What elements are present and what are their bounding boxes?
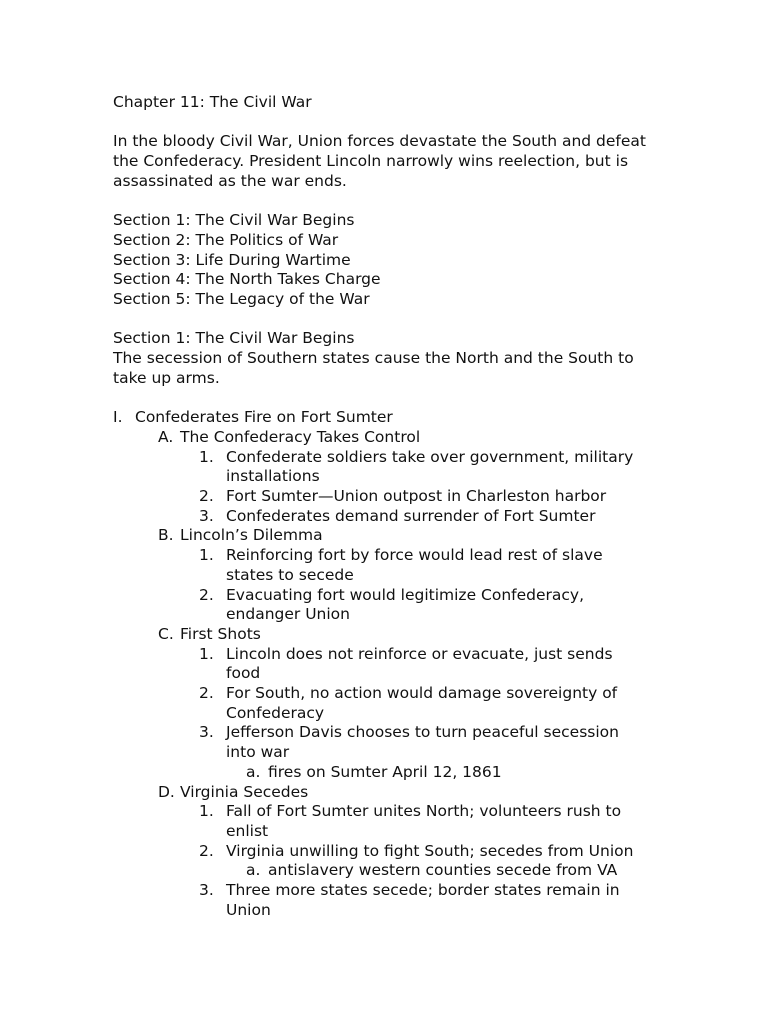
section-list-item-text: Section 4: The North Takes Charge: [113, 270, 381, 289]
outline-subitem: [246, 762, 502, 782]
section-heading: [113, 328, 354, 348]
outline-level-1: [113, 407, 393, 427]
outline-subitem-marker: a.: [246, 861, 261, 880]
outline-item-marker: 2.: [199, 487, 214, 505]
summary-line-text: In the bloody Civil War, Union forces devastate the South and defeat: [113, 132, 646, 151]
outline-item-cont-text: endanger Union: [226, 605, 350, 624]
section-list-item-text: Section 1: The Civil War Begins: [113, 211, 355, 230]
section-list-item: [113, 289, 370, 309]
outline-item-marker: 2.: [199, 684, 214, 702]
outline-part: [158, 624, 261, 644]
summary-line: [113, 171, 347, 191]
outline-item-text: Fort Sumter—Union outpost in Charleston harbor: [226, 487, 607, 505]
outline-part-marker: B.: [158, 526, 174, 545]
section-intro-line: [113, 348, 634, 368]
outline-item-text: Jefferson Davis chooses to turn peaceful secession: [226, 723, 619, 742]
summary-line-text: the Confederacy. President Lincoln narrowly wins reelection, but is: [113, 152, 629, 171]
outline-item-text: Virginia unwilling to fight South; secedes from Union: [226, 841, 634, 860]
outline-item-cont-text: into war: [226, 743, 290, 762]
outline-item-text: Evacuating fort would legitimize Confederacy,: [226, 585, 585, 604]
outline-part-text: Virginia Secedes: [180, 782, 309, 801]
outline-item-cont: [199, 821, 268, 841]
outline-item: [199, 585, 584, 605]
chapter-title-text: Chapter 11: The Civil War: [113, 93, 312, 111]
outline-item-text: Confederates demand surrender of Fort Sumter: [226, 506, 596, 525]
outline-item: [199, 722, 619, 742]
outline-item: [199, 644, 613, 664]
summary-line: [113, 151, 628, 171]
outline-item: [199, 506, 595, 526]
outline-item-marker: 1.: [199, 546, 214, 565]
outline-part: [158, 782, 308, 802]
outline-part-text: Lincoln’s Dilemma: [180, 526, 323, 545]
section-list-item-text: Section 5: The Legacy of the War: [113, 290, 370, 308]
outline-part-marker: D.: [158, 782, 175, 801]
outline-subitem: [246, 860, 617, 880]
outline-subitem-text: fires on Sumter April 12, 1861: [268, 762, 502, 781]
outline-item: [199, 447, 633, 467]
outline-item-text: Confederate soldiers take over government, military: [226, 447, 634, 466]
section-intro-line-text: The secession of Southern states cause the North and the South to: [113, 349, 634, 368]
outline-item-marker: 1.: [199, 447, 214, 466]
outline-part: [158, 427, 420, 447]
section-list-item: [113, 210, 354, 230]
outline-item: [199, 486, 606, 506]
outline-item: [199, 880, 620, 900]
section-intro-line-text: take up arms.: [113, 368, 220, 387]
outline-item-marker: 3.: [199, 723, 214, 742]
outline-item-marker: 3.: [199, 506, 214, 525]
outline-item-marker: 1.: [199, 802, 214, 821]
outline-item-marker: 2.: [199, 841, 214, 860]
outline-item-text: Reinforcing fort by force would lead rest of slave: [226, 546, 603, 565]
outline-item-cont: [199, 604, 350, 624]
outline-item: [199, 801, 621, 821]
outline-item-cont: [199, 466, 320, 486]
outline-part-marker: C.: [158, 624, 174, 643]
outline-item-text: Three more states secede; border states remain in: [226, 881, 620, 899]
outline-part-text: First Shots: [180, 624, 261, 643]
section-list-item-text: Section 3: Life During Wartime: [113, 250, 351, 269]
outline-item-text: For South, no action would damage sovereignty of: [226, 684, 618, 702]
outline-item-cont: [199, 742, 289, 762]
outline-item-cont-text: Union: [226, 900, 271, 919]
section-heading-text: Section 1: The Civil War Begins: [113, 329, 355, 348]
outline-item-cont-text: food: [226, 664, 261, 683]
outline-item-cont: [199, 663, 260, 683]
outline-item: [199, 545, 603, 565]
outline-subitem-marker: a.: [246, 762, 261, 781]
outline-item-cont-text: enlist: [226, 821, 269, 840]
section-list-item: [113, 269, 381, 289]
outline-item-cont: [199, 703, 324, 723]
outline-item-marker: 2.: [199, 585, 214, 604]
outline-item-cont-text: Confederacy: [226, 703, 325, 722]
outline-item-cont-text: states to secede: [226, 565, 354, 584]
outline-part-text: The Confederacy Takes Control: [180, 427, 421, 446]
outline-item-marker: 3.: [199, 881, 214, 899]
outline-item-text: Fall of Fort Sumter unites North; volunteers rush to: [226, 802, 622, 821]
summary-line-text: assassinated as the war ends.: [113, 171, 347, 190]
outline-item-cont-text: installations: [226, 467, 320, 486]
outline-item: [199, 683, 617, 703]
outline-part: [158, 525, 323, 545]
outline-subitem-text: antislavery western counties secede from VA: [268, 861, 618, 880]
outline-item-cont: [199, 565, 354, 585]
outline-item: [199, 841, 633, 861]
section-list-item: [113, 230, 338, 250]
outline-item-marker: 1.: [199, 644, 214, 663]
outline-part-marker: A.: [158, 427, 174, 446]
outline-item-text: Lincoln does not reinforce or evacuate, just sends: [226, 644, 613, 663]
chapter-title: [113, 92, 312, 112]
summary-line: [113, 131, 646, 151]
outline-level-1-text: Confederates Fire on Fort Sumter: [135, 408, 393, 427]
outline-level-1-marker: I.: [113, 408, 123, 427]
section-list-item-text: Section 2: The Politics of War: [113, 230, 339, 249]
outline-item-cont: [199, 900, 271, 920]
section-list-item: [113, 250, 351, 270]
section-intro-line: [113, 368, 220, 388]
